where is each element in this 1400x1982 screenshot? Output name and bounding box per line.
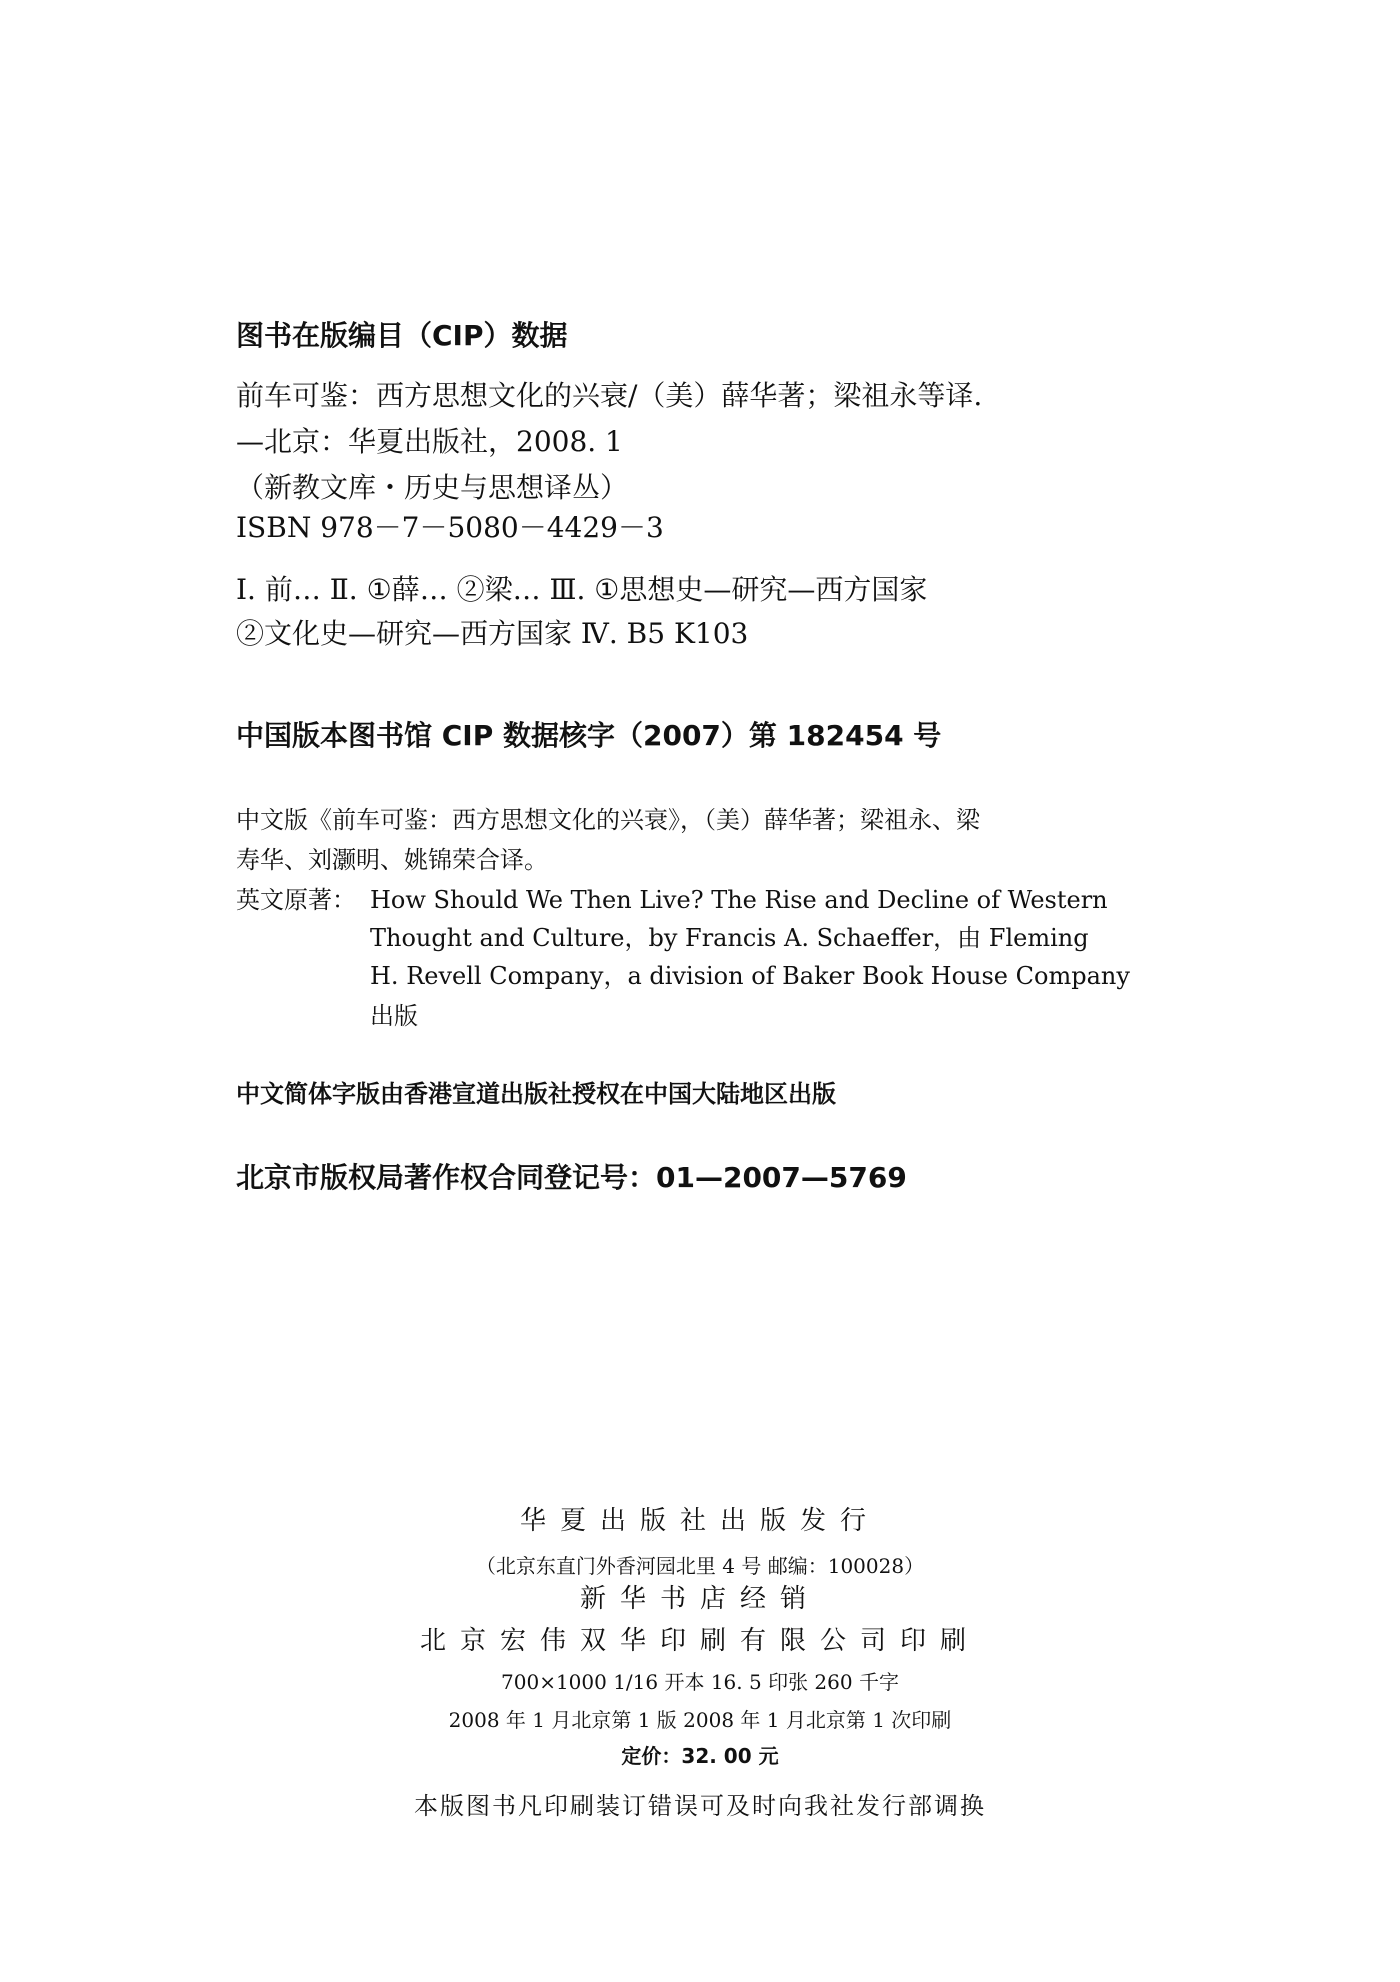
cip-classification-line: Ⅰ. 前… Ⅱ. ①薛… ②梁… Ⅲ. ①思想史—研究—西方国家 xyxy=(236,573,928,606)
original-work-label: 英文原著： xyxy=(236,886,356,914)
distributor-line: 新华书店经销 xyxy=(579,1584,820,1614)
edition-info: 2008 年 1 月北京第 1 版 2008 年 1 月北京第 1 次印刷 xyxy=(448,1708,952,1732)
translation-line: 中文版《前车可鉴：西方思想文化的兴衰》，（美）薛华著；梁祖永、梁 xyxy=(236,806,980,834)
replacement-notice: 本版图书凡印刷装订错误可及时向我社发行部调换 xyxy=(414,1792,986,1820)
rights-statement: 中文简体字版由香港宣道出版社授权在中国大陆地区出版 xyxy=(236,1080,836,1108)
original-work-line: How Should We Then Live? The Rise and Decline of Western xyxy=(370,886,1108,914)
cip-check-number: 中国版本图书馆 CIP 数据核字（2007）第 182454 号 xyxy=(236,719,942,752)
cip-title-line: 前车可鉴：西方思想文化的兴衰/（美）薛华著；梁祖永等译. xyxy=(236,379,983,412)
original-work-line: Thought and Culture，by Francis A. Schaeffer，由 Fleming xyxy=(370,924,1089,952)
cip-series-line: （新教文库・历史与思想译丛） xyxy=(236,471,629,504)
cip-heading: 图书在版编目（CIP）数据 xyxy=(236,319,568,352)
cip-publisher-line: —北京：华夏出版社，2008. 1 xyxy=(236,425,623,458)
printer-line: 北京宏伟双华印刷有限公司印刷 xyxy=(419,1626,980,1656)
publisher-line: 华夏出版社出版发行 xyxy=(519,1506,880,1536)
translation-line: 寿华、刘灏明、姚锦荣合译。 xyxy=(236,846,548,874)
publisher-address: （北京东直门外香河园北里 4 号 邮编：100028） xyxy=(475,1554,925,1578)
original-work-line: H. Revell Company，a division of Baker Book House Company xyxy=(370,962,1130,990)
copyright-registration: 北京市版权局著作权合同登记号：01—2007—5769 xyxy=(236,1161,907,1194)
format-specs: 700×1000 1/16 开本 16. 5 印张 260 千字 xyxy=(501,1670,899,1694)
price: 定价：32. 00 元 xyxy=(621,1744,779,1768)
cip-classification-line: ②文化史—研究—西方国家 Ⅳ. B5 K103 xyxy=(236,617,749,650)
original-work-line: 出版 xyxy=(370,1002,418,1030)
cip-isbn-line: ISBN 978－7－5080－4429－3 xyxy=(236,511,664,544)
